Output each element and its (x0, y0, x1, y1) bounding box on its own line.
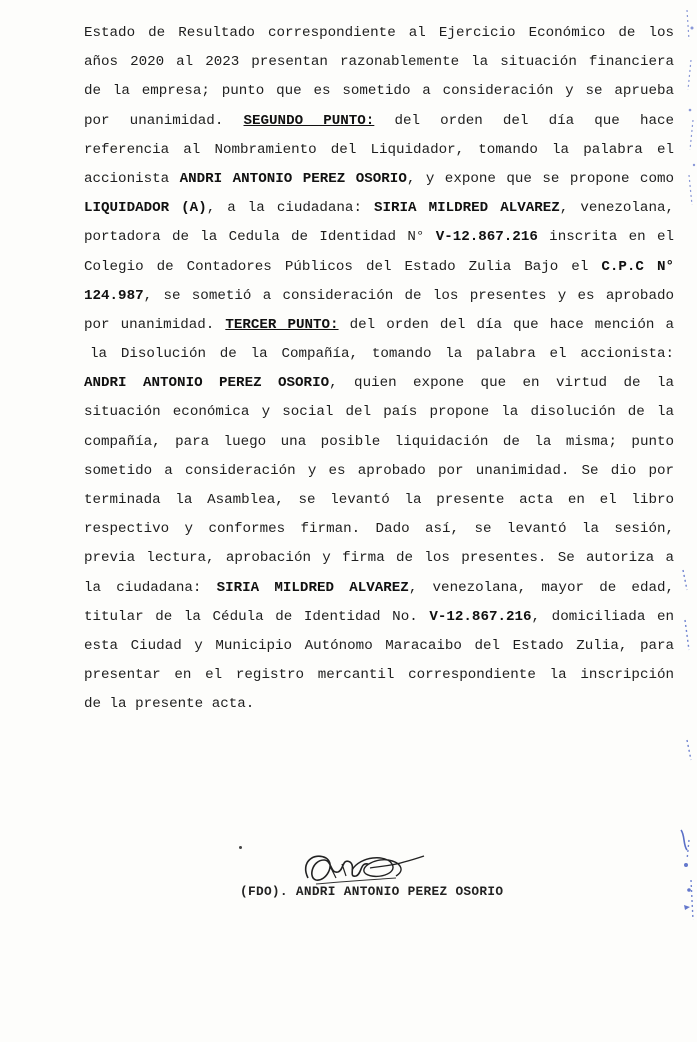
text-run: la ciudadana: (84, 579, 217, 596)
bold-text-run: 124.987 (84, 287, 144, 304)
text-line (84, 574, 674, 603)
text-line (84, 515, 674, 544)
ink-dot (239, 846, 242, 849)
bold-text-run: ANDRI ANTONIO PEREZ OSORIO (84, 375, 330, 392)
text-line (84, 369, 674, 398)
text-line (84, 48, 674, 77)
signature-caption: (FDO). ANDRI ANTONIO PEREZ OSORIO (240, 884, 504, 899)
text-line (84, 19, 674, 48)
text-run: por unanimidad. (84, 316, 226, 333)
text-run: , y expone que se propone como (406, 170, 674, 187)
text-run: de la empresa; punto que es sometido a consideración y se aprueba (84, 83, 674, 100)
text-line (84, 661, 674, 690)
text-run: , se sometió a consideración de los presentes y es aprobado (143, 287, 674, 304)
text-line (84, 398, 674, 427)
bold-text-run: SIRIA MILDRED ALVAREZ (216, 579, 409, 596)
bold-text-run: V-12.867.216 (435, 229, 538, 246)
text-line (84, 223, 674, 252)
acta-body-text (84, 19, 674, 720)
bold-text-run: ANDRI ANTONIO PEREZ OSORIO (179, 170, 407, 187)
text-run: respectivo y conformes firman. Dado así, se levantó la sesión, (84, 521, 674, 538)
edge-stamp-mark-top (637, 0, 697, 230)
text-run: años 2020 al 2023 presentan razonablemente la situación financiera (84, 54, 674, 71)
text-line (84, 107, 674, 136)
text-run: del orden del día que hace mención a (338, 316, 674, 333)
text-run: titular de la Cédula de Identidad No. (84, 608, 430, 625)
edge-stamp-mark-bottom (637, 560, 697, 980)
bold-text-run: C.P.C N° (601, 258, 674, 275)
text-run: la Disolución de la Compañía, tomando la palabra el accionista: (90, 346, 674, 363)
text-run: , venezolana, (559, 200, 674, 217)
text-run: del orden del día que hace (374, 112, 674, 129)
text-run: previa lectura, aprobación y firma de los presentes. Se autoriza a (84, 550, 674, 567)
text-run: , venezolana, mayor de edad, (408, 579, 675, 596)
text-line (84, 690, 674, 719)
text-run: Colegio de Contadores Públicos del Estado Zulia Bajo el (84, 258, 602, 275)
text-run: de la presente acta. (84, 696, 255, 713)
text-line (84, 457, 674, 486)
bold-text-run: V-12.867.216 (429, 608, 532, 625)
text-run: referencia al Nombramiento del Liquidador, tomando la palabra el (84, 141, 674, 158)
text-run: , quien expone que en virtud de la (329, 375, 674, 392)
text-run: por unanimidad. (84, 112, 244, 129)
text-line (84, 428, 674, 457)
text-line (84, 603, 674, 632)
text-run: sometido a consideración y es aprobado por unanimidad. Se dio por (84, 462, 674, 479)
bold-text-run: LIQUIDADOR (A) (84, 200, 207, 217)
text-run: portadora de la Cedula de Identidad N° (84, 229, 436, 246)
bold-text-run: SIRIA MILDRED ALVAREZ (373, 200, 560, 217)
text-run: terminada la Asamblea, se levantó la presente acta en el libro (84, 492, 674, 508)
text-line (84, 340, 674, 369)
text-line (84, 77, 674, 106)
text-line (84, 311, 674, 340)
text-run: Estado de Resultado correspondiente al Ejercicio Económico de los (84, 25, 674, 41)
text-run: compañía, para luego una posible liquidación de la misma; punto (84, 433, 674, 450)
text-run: , a la ciudadana: (206, 200, 374, 217)
text-line (84, 136, 674, 165)
text-run: inscrita en el (537, 229, 674, 246)
text-line (84, 253, 674, 282)
text-line (84, 282, 674, 311)
bold-text-run: SEGUNDO PUNTO: (243, 112, 375, 129)
text-run: , domiciliada en (531, 608, 674, 625)
bold-text-run: TERCER PUNTO: (225, 316, 339, 333)
text-line (84, 486, 674, 515)
text-run: esta Ciudad y Municipio Autónomo Maracaibo del Estado Zulia, para (84, 637, 674, 654)
text-line (84, 632, 674, 661)
text-line (84, 165, 674, 194)
text-run: situación económica y social del país propone la disolución de la (84, 404, 674, 421)
text-run: accionista (84, 170, 180, 187)
text-run: presentar en el registro mercantil correspondiente la inscripción (84, 667, 674, 684)
text-line (84, 194, 674, 223)
text-line (84, 544, 674, 573)
